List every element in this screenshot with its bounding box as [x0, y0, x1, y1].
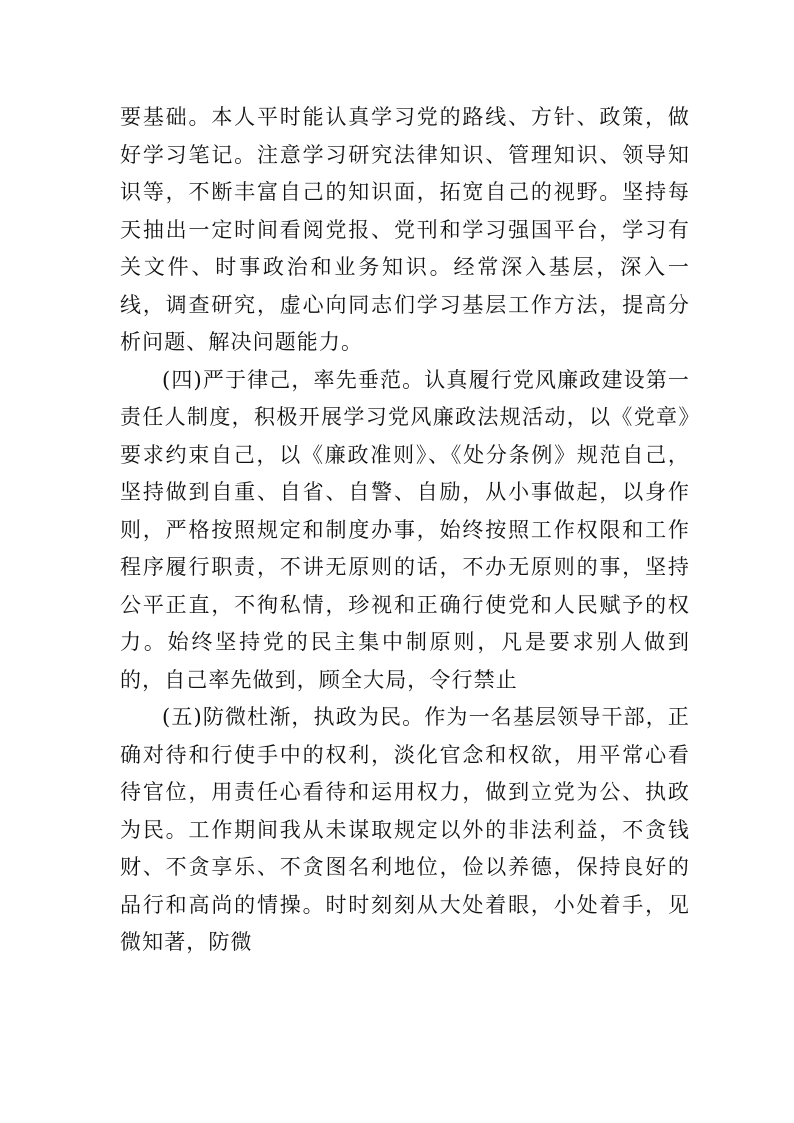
paragraph-self-discipline: (四)严于律己，率先垂范。认真履行党风廉政建设第一责任人制度，积极开展学习党风廉政法规活动，以《党章》要求约束自己，以《廉政准则》、《处分条例》规范自己，坚持做到自重、自省、自警、自励，从小事做起，以身作则，严格按照规定和制度办事，始终按照工作权限和工作程序履行职责，不讲无原则的话，不办无原则的事，坚持公平正直，不徇私情，珍视和正确行使党和人民赋予的权力。始终坚持党的民主集中制原则，凡是要求别人做到的，自己率先做到，顾全大局，令行禁止 [120, 367, 690, 692]
paragraph-study-basics: 要基础。本人平时能认真学习党的路线、方针、政策，做好学习笔记。注意学习研究法律知识、管理知识、领导知识等，不断丰富自己的知识面，拓宽自己的视野。坚持每天抽出一定时间看阅党报、党刊和学习强国平台，学习有关文件、时事政治和业务知识。经常深入基层，深入一线，调查研究，虚心向同志们学习基层工作方法，提高分析问题、解决问题能力。 [120, 105, 690, 354]
paragraph-guard-against-corruption: (五)防微杜渐，执政为民。作为一名基层领导干部，正确对待和行使手中的权利，淡化官念和权欲，用平常心看待官位，用责任心看待和运用权力，做到立党为公、执政为民。工作期间我从未谋取规定以外的非法利益，不贪钱财、不贪享乐、不贪图名利地位，俭以养德，保持良好的品行和高尚的情操。时时刻刻从大处着眼，小处着手，见微知著，防微 [120, 705, 690, 954]
document-body [120, 99, 690, 962]
